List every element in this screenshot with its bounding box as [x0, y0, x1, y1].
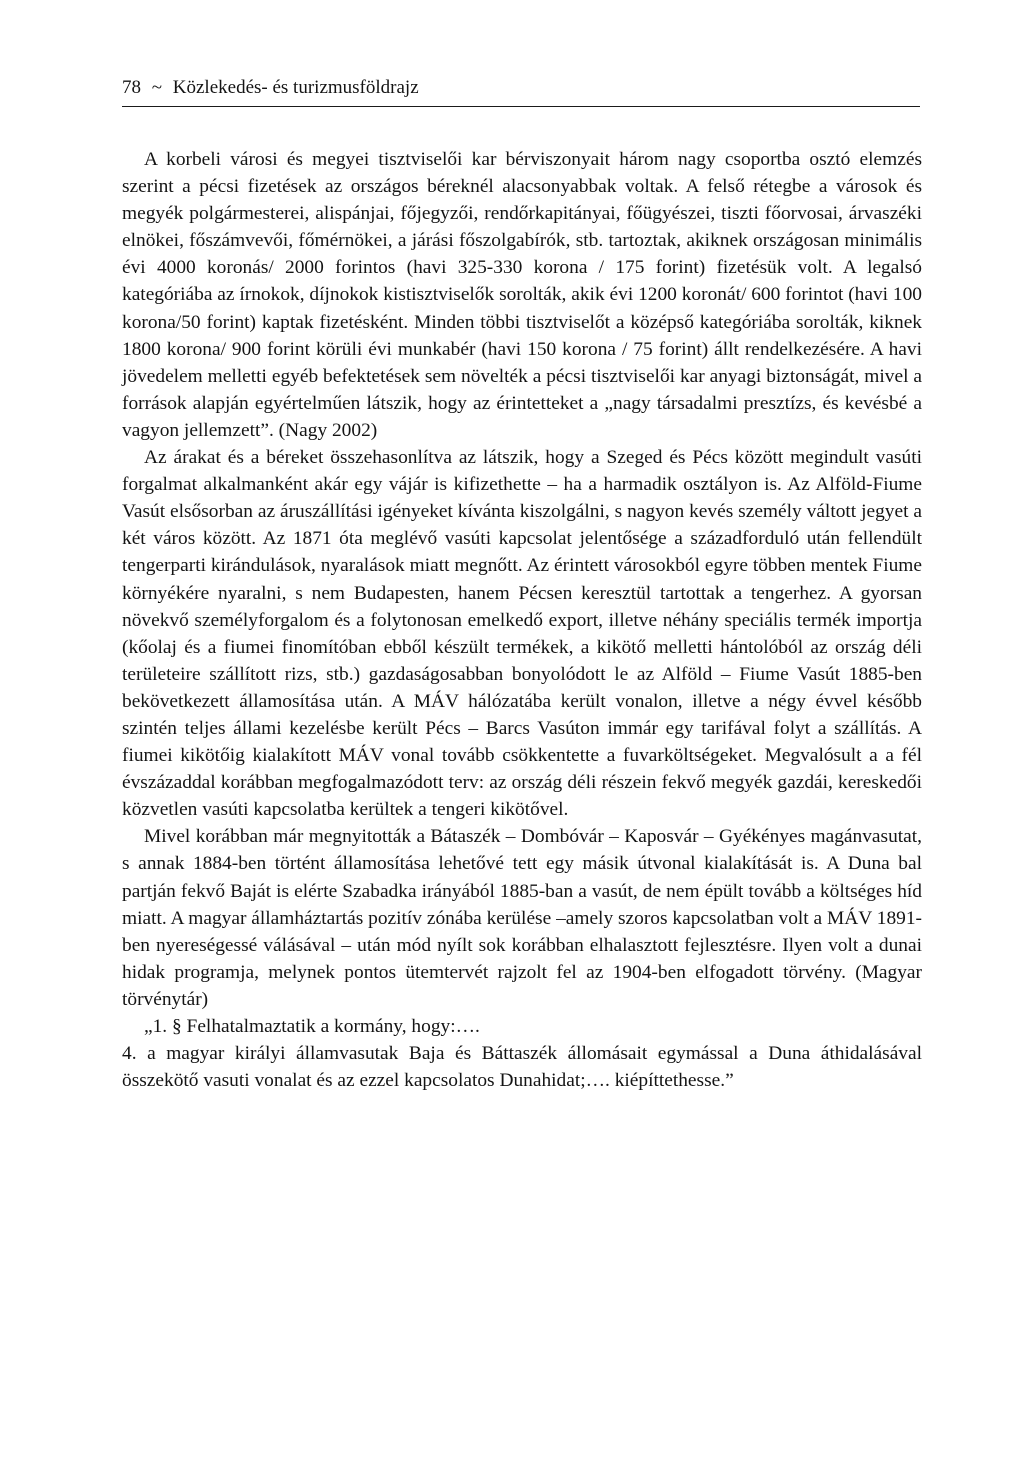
paragraph-railway-traffic: Az árakat és a béreket összehasonlítva az látszik, hogy a Szeged és Pécs között megindult vasúti forgalmat alkalmanként akár egy vájár is kifizethette – ha a harmadik osztályon is. Az Alföld-Fiume Vasút elsősorban az áruszállítási igényeket kívánta kiszolgálni, s nagyon kevés személy váltott jegyet a két város között. Az 1871 óta meglévő vasúti kapcsolat jelentősége a századforduló után fellendült tengerparti kirándulások, nyaralások miatt megnőtt. Az érintett városokból egyre többen mentek Fiume környékére nyaralni, s nem Budapesten, hanem Pécsen keresztül tartottak a tengerhez. A gyorsan növekvő személyforgalom és a folytonosan emelkedő export, illetve néhány speciális termék importja (kőolaj és a fiumei finomítóban ebből készült termékek, a kikötő melletti hántolóból az ország déli területeire szállított rizs, stb.) gazdaságosabban bonyolódott le az Alföld – Fiume Vasút 1885-ben bekövetkezett államosítása után. A MÁV hálózatába került vonalon, illetve a négy évvel később szintén teljes állami kezelésbe került Pécs – Barcs Vasúton immár egy tarifával folyt a szállítás. A fiumei kikötőig kialakított MÁV vonal tovább csökkentette a fuvarköltségeket. Megvalósult a a fél évszázaddal korábban megfogalmazódott terv: az ország déli részein fekvő megyék gazdái, kereskedői közvetlen vasúti kapcsolatba kerültek a tengeri kikötővel.	[122, 447, 922, 821]
paragraph-salaries: A korbeli városi és megyei tisztviselői kar bérviszonyait három nagy csoportba osztó elemzés szerint a pécsi fizetések az országos béreknél alacsonyabbak voltak. A felső rétegbe a városok és megyék polgármesterei, alispánjai, főjegyzői, rendőrkapitányai, főügyészei, tiszti főorvosai, árvaszéki elnökei, főszámvevői, főmérnökei, a járási főszolgabírók, stb. tartoztak, akiknek országosan minimális évi 4000 koronás/ 2000 forintos (havi 325-330 korona / 175 forint) fizetésük volt. A legalsó kategóriába az írnokok, díjnokok kistisztviselők sorolták, akik évi 1200 koronát/ 600 forintot (havi 100 korona/50 forint) kaptak fizetésként. Minden többi tisztviselőt a középső kategóriába sorolták, kiknek 1800 korona/ 900 forint körüli évi munkabér (havi 150 korona / 75 forint) állt rendelkezésére. A havi jövedelem melletti egyéb befektetések sem növelték a pécsi tisztviselői kar anyagi biztonságát, mivel a források alapján egyértelműen látszik, hogy az érintetteket a „nagy társadalmi presztízs, és kevésbé a vagyon jellemzett”. (Nagy 2002)	[122, 149, 922, 441]
page-number: 78	[122, 77, 141, 98]
law-quote-item: 4. a magyar királyi államvasutak Baja és Báttaszék állomásait egymással a Duna áthidalásával összekötő vasuti vonalat és az ezzel kapcsolatos Dunahidat;…. kiépíttethesse.”	[122, 1043, 922, 1092]
paragraph-danube-bridges: Mivel korábban már megnyitották a Bátaszék – Dombóvár – Kaposvár – Gyékényes magánvasutat, s annak 1884-ben történt államosítása lehetővé tett egy másik útvonal kialakítását is. A Duna bal partján fekvő Baját is elérte Szabadka irányából 1885-ban a vasút, de nem épült tovább a költséges híd miatt. A magyar államháztartás pozitív zónába kerülése –amely szoros kapcsolatban volt a MÁV 1891-ben nyereségessé válásával – után mód nyílt sok korábban elhalasztott fejlesztésre. Ilyen volt a dunai hidak programja, melynek pontos ütemtervét rajzolt fel az 1904-ben elfogadott törvény. (Magyar törvénytár)	[122, 826, 922, 1010]
body-text	[122, 146, 922, 1094]
law-quote-lead: „1. § Felhatalmaztatik a kormány, hogy:….	[144, 1016, 480, 1037]
running-title: Közlekedés- és turizmusföldrajz	[172, 77, 419, 98]
header-separator: ~	[151, 77, 163, 98]
running-header	[122, 76, 920, 107]
